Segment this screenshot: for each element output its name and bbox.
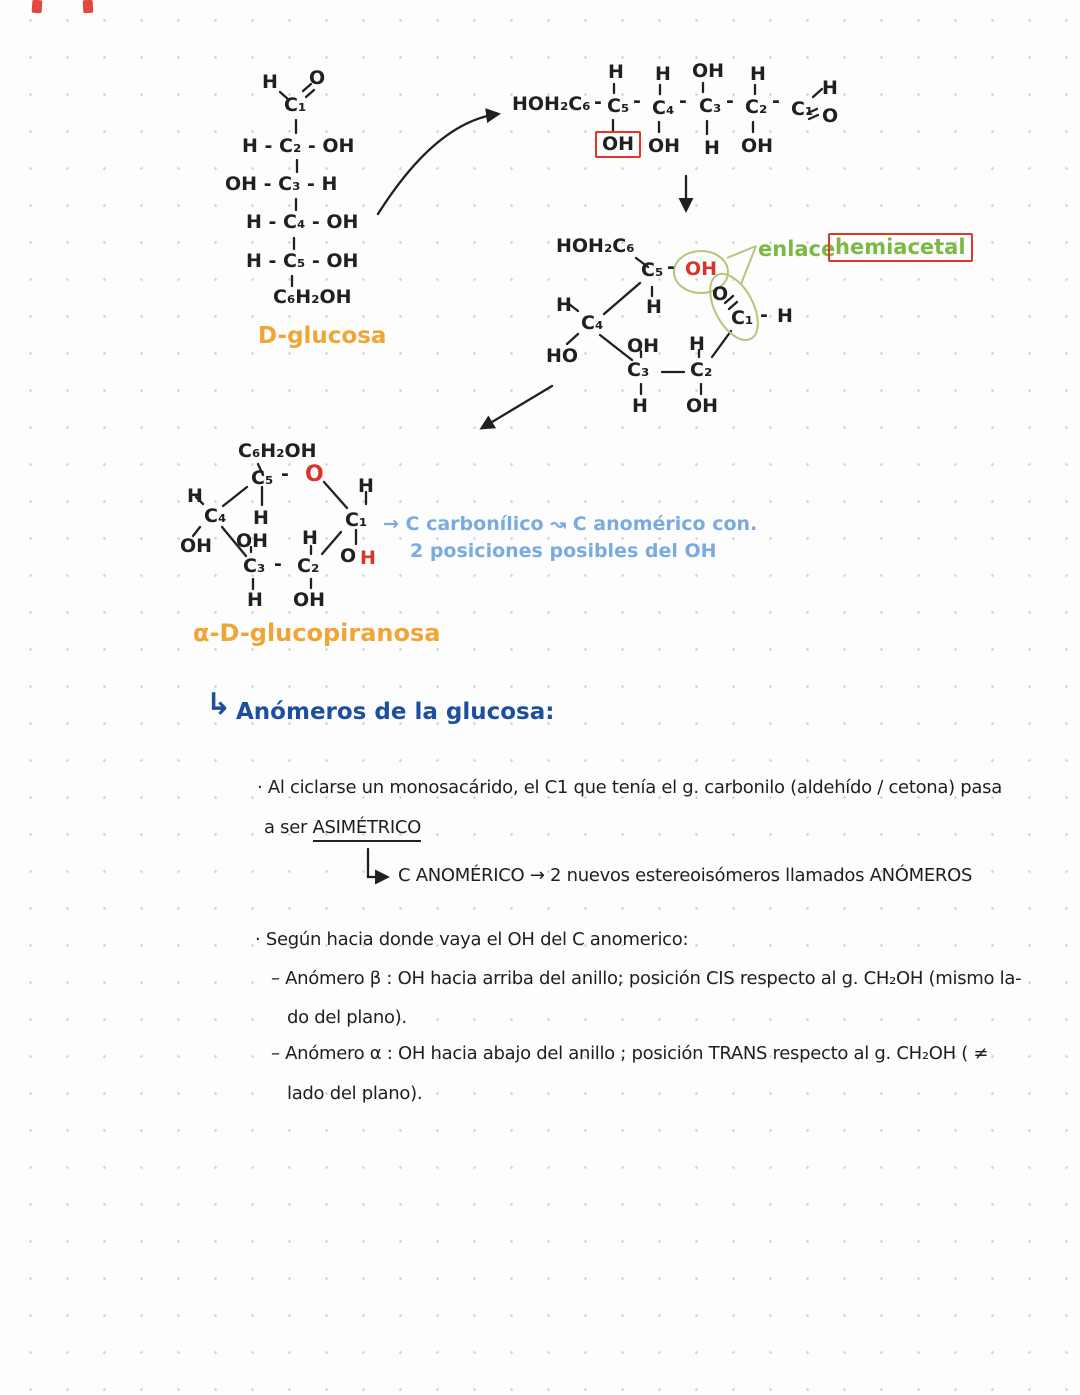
atom-oh: OH	[627, 335, 660, 357]
atom-oh: OH	[236, 530, 269, 552]
bond-dash: -	[633, 90, 641, 112]
fischer-row-c3: OH - C₃ - H	[225, 173, 338, 195]
atom-c1: C₁	[345, 509, 368, 531]
atom-o: O	[822, 105, 839, 127]
atom-c1: C₁	[284, 94, 307, 116]
atom-oh: OH	[686, 395, 719, 417]
green-highlights	[674, 246, 768, 348]
atom-h: H	[556, 294, 572, 316]
fischer-row-c2: H - C₂ - OH	[242, 135, 355, 157]
intermediate-bonds	[567, 258, 737, 394]
atom-h: H	[689, 333, 705, 355]
atom-ho: HO	[546, 345, 579, 367]
bond-dash: -	[679, 90, 687, 112]
atom-hoh2c6: HOH₂C₆	[512, 93, 591, 115]
atom-h: H	[655, 63, 671, 85]
atom-c4: C₄	[652, 97, 675, 119]
atom-c5: C₅	[251, 467, 274, 489]
anomeric-oh-red: OH	[685, 258, 718, 280]
bond-dash: -	[772, 90, 780, 112]
atom-h: H	[358, 475, 374, 497]
atom-h: H	[822, 77, 838, 99]
chain-bonds	[613, 83, 822, 134]
fischer-row-c5: H - C₅ - OH	[246, 250, 359, 272]
enlace-label: enlace	[758, 237, 836, 261]
a-ser-prefix: a ser	[264, 817, 313, 838]
atom-c6h2oh: C₆H₂OH	[273, 286, 352, 308]
atom-c4: C₄	[204, 505, 227, 527]
atom-c3: C₃	[243, 555, 266, 577]
anomeric-carbon-note-line2: 2 posiciones posibles del OH	[410, 540, 717, 562]
atom-oh: OH	[692, 60, 725, 82]
arrows	[378, 114, 686, 428]
anomeric-branch-text: C ANOMÉRICO → 2 nuevos estereoisómeros llamados ANÓMEROS	[398, 865, 973, 886]
highlighted-oh-box: OH	[595, 131, 641, 158]
atom-oh: OH	[293, 589, 326, 611]
atom-h: H	[750, 63, 766, 85]
atom-h: H	[253, 507, 269, 529]
atom-c1: C₁	[791, 98, 814, 120]
atom-oh: OH	[180, 535, 213, 557]
asimetrico-underlined: ASIMÉTRICO	[313, 817, 422, 842]
atom-c3: C₃	[699, 95, 722, 117]
anomeric-h-red: H	[360, 547, 376, 569]
note-cyclize-line2	[264, 818, 421, 838]
bond-dash: -	[274, 553, 282, 575]
atom-h: H	[777, 305, 793, 327]
atom-c1: C₁	[731, 307, 754, 329]
atom-h: H	[247, 589, 263, 611]
atom-h: H	[704, 137, 720, 159]
bond-dash: -	[760, 304, 768, 326]
atom-h: H	[632, 395, 648, 417]
fischer-bonds	[280, 84, 314, 286]
atom-h: H	[187, 485, 203, 507]
bond-dash: -	[726, 90, 734, 112]
atom-c5: C₅	[607, 95, 630, 117]
atom-c6h2oh: C₆H₂OH	[238, 440, 317, 462]
atom-c5: C₅	[641, 259, 664, 281]
ring-oxygen-red: O	[305, 462, 324, 487]
alpha-pyranose-label: α-D-glucopiranosa	[193, 619, 441, 647]
pyranose-bonds	[193, 464, 366, 589]
atom-h: H	[608, 61, 624, 83]
note-cyclize-line1: · Al ciclarse un monosacárido, el C1 que tenía el g. carbonilo (aldehído / cetona) pasa	[257, 777, 1002, 798]
alpha-anomer-line2: lado del plano).	[287, 1083, 423, 1104]
bond-dash: -	[594, 91, 602, 113]
beta-anomer-line1: – Anómero β : OH hacia arriba del anillo; posición CIS respecto al g. CH₂OH (mismo la-	[271, 968, 1022, 989]
hook-arrow-icon: ↳	[206, 687, 232, 722]
anomeric-o: O	[340, 545, 357, 567]
anomeric-carbon-note-line1: → C carbonílico ↝ C anomérico con.	[383, 513, 758, 535]
hemiacetal-label-box: hemiacetal	[828, 233, 973, 262]
d-glucosa-label: D-glucosa	[258, 323, 387, 349]
atom-h: H	[646, 296, 662, 318]
carbonyl-o: O	[712, 283, 729, 305]
atom-c2: C₂	[745, 96, 768, 118]
atom-hoh2c6: HOH₂C₆	[556, 235, 635, 257]
atom-c2: C₂	[297, 555, 320, 577]
atom-oh: OH	[741, 135, 774, 157]
beta-anomer-line2: do del plano).	[287, 1007, 407, 1028]
red-pen-mark	[32, 0, 43, 13]
bond-dash: -	[281, 463, 289, 485]
atom-o: O	[309, 67, 326, 89]
branch-connector	[368, 849, 387, 877]
atom-c3: C₃	[627, 359, 650, 381]
atom-c4: C₄	[581, 312, 604, 334]
heading-text: Anómeros de la glucosa:	[236, 699, 555, 725]
note-segun-intro: · Según hacia donde vaya el OH del C anomerico:	[255, 929, 689, 950]
fischer-row-c4: H - C₄ - OH	[246, 211, 359, 233]
atom-h: H	[302, 527, 318, 549]
atom-c2: C₂	[690, 359, 713, 381]
red-pen-mark	[83, 0, 94, 13]
atom-h: H	[262, 71, 278, 93]
bond-dash: -	[667, 256, 675, 278]
atom-oh: OH	[648, 135, 681, 157]
alpha-anomer-line1: – Anómero α : OH hacia abajo del anillo ; posición TRANS respecto al g. CH₂OH ( ≠	[271, 1043, 989, 1064]
